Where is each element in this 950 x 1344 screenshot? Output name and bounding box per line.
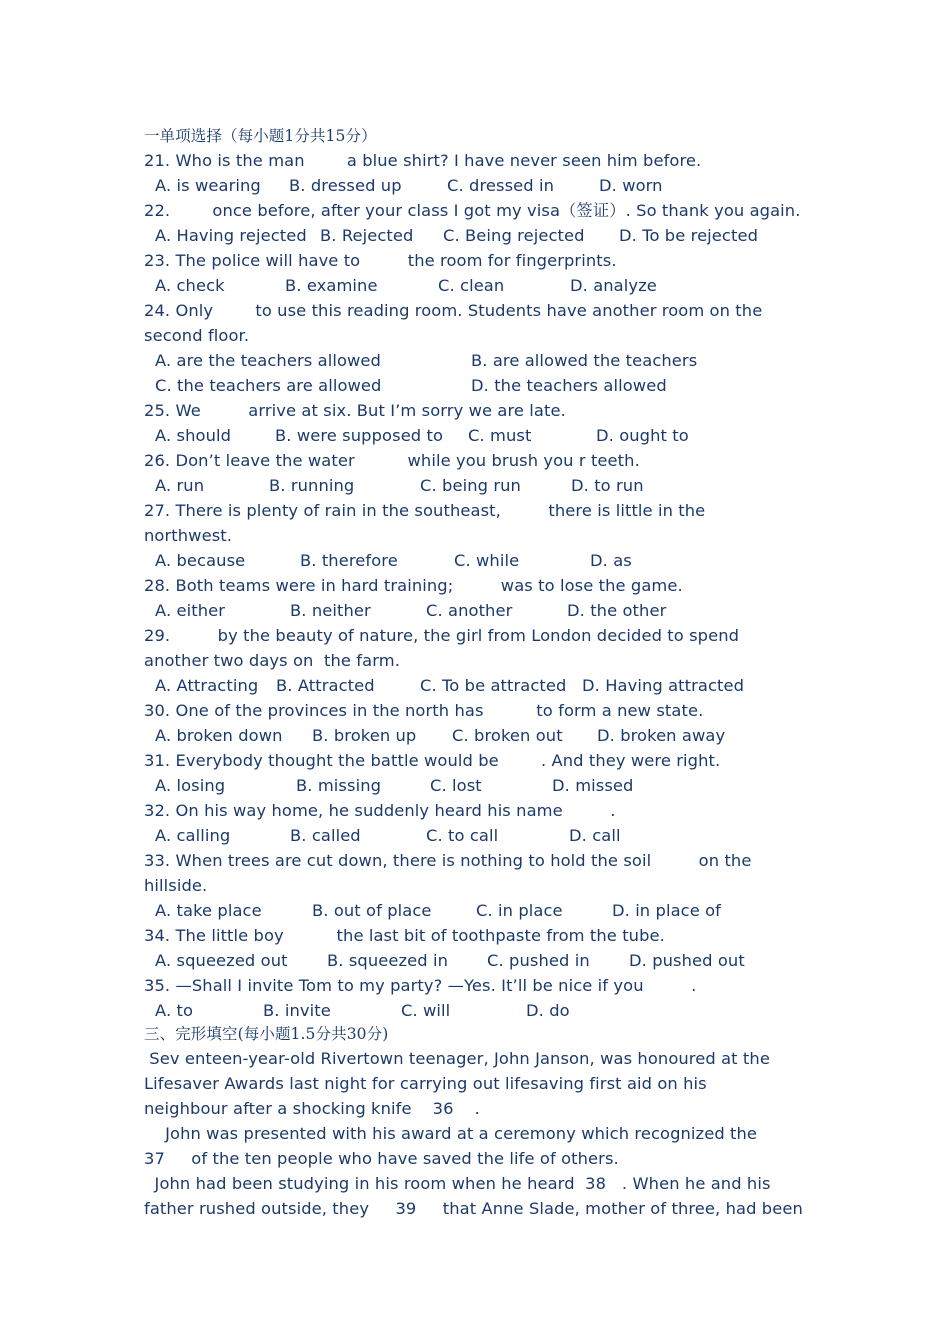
question-27-options — [155, 551, 632, 575]
question-28-options — [155, 601, 667, 625]
option-c: C. lost — [430, 776, 482, 795]
option-d: D. the teachers allowed — [471, 376, 667, 395]
option-a: A. broken down — [155, 726, 283, 745]
question-35-options — [155, 1001, 570, 1025]
question-28-stem: 28. Both teams were in hard training; was to lose the game. — [144, 576, 683, 595]
question-33-options — [155, 901, 721, 925]
option-d: D. call — [569, 826, 621, 845]
question-27-stem: 27. There is plenty of rain in the southeast, there is little in the — [144, 501, 706, 520]
option-a: A. should — [155, 426, 232, 445]
option-b: B. out of place — [312, 901, 432, 920]
passage-line: Lifesaver Awards last night for carrying out lifesaving first aid on his — [144, 1074, 707, 1093]
question-32-stem: 32. On his way home, he suddenly heard his name . — [144, 801, 616, 820]
question-34-options — [155, 951, 745, 975]
option-a: A. take place — [155, 901, 262, 920]
option-a: A. Attracting — [155, 676, 259, 695]
option-a: A. is wearing — [155, 176, 261, 195]
option-d: D. worn — [599, 176, 663, 195]
option-c: C. another — [426, 601, 513, 620]
question-21-options — [155, 176, 663, 200]
question-24-options-ab — [155, 351, 698, 375]
option-b: B. therefore — [300, 551, 398, 570]
option-b: B. dressed up — [289, 176, 402, 195]
option-d: D. as — [590, 551, 632, 570]
option-c: C. pushed in — [487, 951, 590, 970]
option-d: D. to run — [571, 476, 644, 495]
option-b: B. Attracted — [276, 676, 375, 695]
question-26-options — [155, 476, 644, 500]
question-25-stem: 25. We arrive at six. But I’m sorry we are late. — [144, 401, 566, 420]
passage-line: 37 of the ten people who have saved the life of others. — [144, 1149, 619, 1168]
option-d: D. the other — [567, 601, 667, 620]
option-a: A. Having rejected — [155, 226, 307, 245]
option-a: A. losing — [155, 776, 226, 795]
option-c: C. must — [468, 426, 532, 445]
option-a: A. squeezed out — [155, 951, 288, 970]
option-a: A. check — [155, 276, 225, 295]
option-b: B. missing — [296, 776, 382, 795]
question-29-options — [155, 676, 745, 700]
section3-heading: 三、完形填空(每小题1.5分共30分) — [144, 1025, 389, 1043]
option-c: C. dressed in — [447, 176, 555, 195]
option-d: D. analyze — [570, 276, 657, 295]
option-b: B. are allowed the teachers — [471, 351, 698, 370]
question-29-stem: 29. by the beauty of nature, the girl from London decided to spend — [144, 626, 740, 645]
option-a: A. calling — [155, 826, 231, 845]
option-b: B. neither — [290, 601, 371, 620]
option-a: A. either — [155, 601, 226, 620]
option-c: C. will — [401, 1001, 451, 1020]
option-a: A. because — [155, 551, 246, 570]
option-b: B. running — [269, 476, 355, 495]
option-d: D. Having attracted — [582, 676, 745, 695]
option-d: D. pushed out — [629, 951, 745, 970]
option-b: B. examine — [285, 276, 378, 295]
option-d: D. do — [526, 1001, 570, 1020]
question-34-stem: 34. The little boy the last bit of toothpaste from the tube. — [144, 926, 665, 945]
option-c: C. to call — [426, 826, 499, 845]
question-23-options — [155, 276, 657, 300]
question-23-stem: 23. The police will have to the room for fingerprints. — [144, 251, 617, 270]
option-c: C. broken out — [452, 726, 563, 745]
option-d: D. To be rejected — [619, 226, 759, 245]
option-d: D. ought to — [596, 426, 689, 445]
question-33-stem-cont: hillside. — [144, 876, 208, 895]
option-b: B. called — [290, 826, 361, 845]
option-c: C. the teachers are allowed — [155, 376, 382, 395]
option-d: D. missed — [552, 776, 634, 795]
option-c: C. To be attracted — [420, 676, 567, 695]
option-c: C. in place — [476, 901, 563, 920]
passage-line: father rushed outside, they 39 that Anne Slade, mother of three, had been — [144, 1199, 803, 1218]
question-24-stem-cont: second floor. — [144, 326, 250, 345]
question-21-stem: 21. Who is the man a blue shirt? I have never seen him before. — [144, 151, 702, 170]
question-33-stem: 33. When trees are cut down, there is nothing to hold the soil on the — [144, 851, 752, 870]
question-32-options — [155, 826, 621, 850]
option-b: B. invite — [263, 1001, 331, 1020]
option-d: D. broken away — [597, 726, 726, 745]
question-24-options-cd — [155, 376, 667, 400]
passage-line: John had been studying in his room when he heard 38 . When he and his — [144, 1174, 771, 1193]
option-c: C. while — [454, 551, 520, 570]
question-30-options — [155, 726, 726, 750]
question-26-stem: 26. Don’t leave the water while you brush you r teeth. — [144, 451, 640, 470]
option-a: A. run — [155, 476, 205, 495]
question-30-stem: 30. One of the provinces in the north has to form a new state. — [144, 701, 704, 720]
passage-line: neighbour after a shocking knife 36 . — [144, 1099, 480, 1118]
question-22-stem: 22. once before, after your class I got my visa（签证）. So thank you again. — [144, 201, 801, 220]
question-27-stem-cont: northwest. — [144, 526, 233, 545]
question-31-options — [155, 776, 634, 800]
question-25-options — [155, 426, 689, 450]
option-b: B. squeezed in — [327, 951, 449, 970]
question-35-stem: 35. —Shall I invite Tom to my party? —Yes. It’ll be nice if you . — [144, 976, 697, 995]
option-a: A. to — [155, 1001, 194, 1020]
question-22-options — [155, 226, 759, 250]
option-c: C. being run — [420, 476, 521, 495]
option-b: B. Rejected — [320, 226, 414, 245]
passage-line: John was presented with his award at a ceremony which recognized the — [144, 1124, 758, 1143]
question-29-stem-cont: another two days on the farm. — [144, 651, 400, 670]
question-24-stem: 24. Only to use this reading room. Students have another room on the — [144, 301, 763, 320]
passage-line: Sev enteen-year-old Rivertown teenager, John Janson, was honoured at the — [144, 1049, 770, 1068]
option-a: A. are the teachers allowed — [155, 351, 381, 370]
question-31-stem: 31. Everybody thought the battle would be . And they were right. — [144, 751, 721, 770]
section1-heading: 一单项选择（每小题1分共15分） — [144, 127, 377, 145]
option-c: C. clean — [438, 276, 505, 295]
option-d: D. in place of — [612, 901, 721, 920]
option-c: C. Being rejected — [443, 226, 585, 245]
option-b: B. were supposed to — [275, 426, 444, 445]
option-b: B. broken up — [312, 726, 417, 745]
